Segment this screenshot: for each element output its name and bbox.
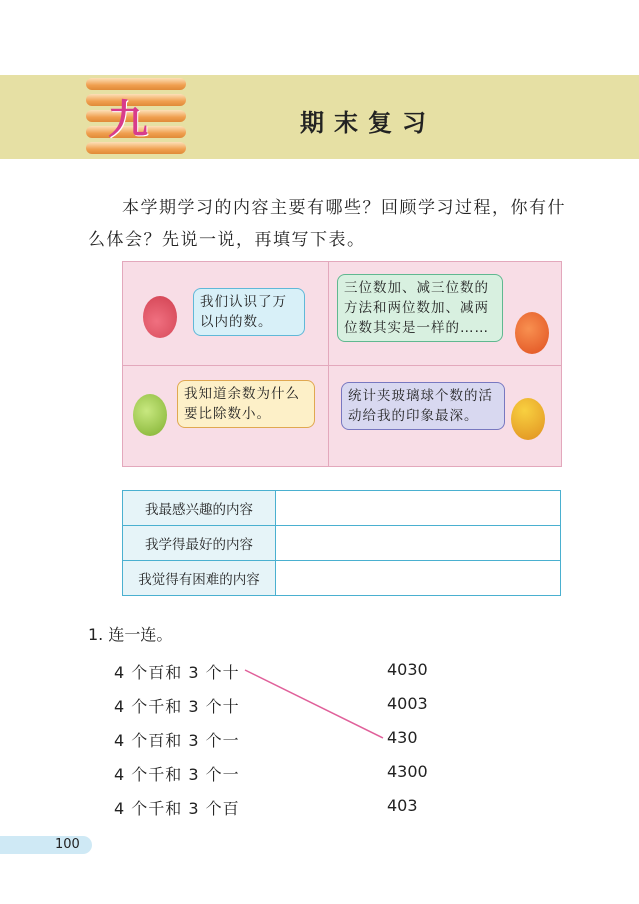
speech-bubble: 三位数加、减三位数的方法和两位数加、减两位数其实是一样的…… <box>337 274 503 342</box>
match-left-item[interactable]: 4 个千和 3 个百 <box>114 799 240 818</box>
chapter-number: 九 <box>108 97 148 143</box>
row-label: 我学得最好的内容 <box>123 526 276 561</box>
row-label: 我觉得有困难的内容 <box>123 561 276 596</box>
row-label: 我最感兴趣的内容 <box>123 491 276 526</box>
match-right-item[interactable]: 403 <box>387 796 418 815</box>
match-left-item[interactable]: 4 个千和 3 个十 <box>114 697 240 716</box>
page-number-tab <box>0 836 92 854</box>
page-title: 期末复习 <box>300 109 436 137</box>
match-right-item[interactable]: 4003 <box>387 694 428 713</box>
speech-bubble: 我知道余数为什么要比除数小。 <box>177 380 315 428</box>
intro-text: 本学期学习的内容主要有哪些？回顾学习过程，你有什么体会？先说一说，再填写下表。 <box>88 198 566 250</box>
match-right-item[interactable]: 4300 <box>387 762 428 781</box>
speech-bubble: 统计夹玻璃球个数的活动给我的印象最深。 <box>341 382 505 430</box>
exercise-title: 1. 连一连。 <box>88 625 173 644</box>
match-left-item[interactable]: 4 个百和 3 个一 <box>114 731 240 750</box>
match-left-item[interactable]: 4 个千和 3 个一 <box>114 765 240 784</box>
match-right-item[interactable]: 430 <box>387 728 418 747</box>
match-left-item[interactable]: 4 个百和 3 个十 <box>114 663 240 682</box>
match-right-item[interactable]: 4030 <box>387 660 428 679</box>
speech-bubble: 我们认识了万以内的数。 <box>193 288 305 336</box>
page-number: 100 <box>55 837 80 852</box>
